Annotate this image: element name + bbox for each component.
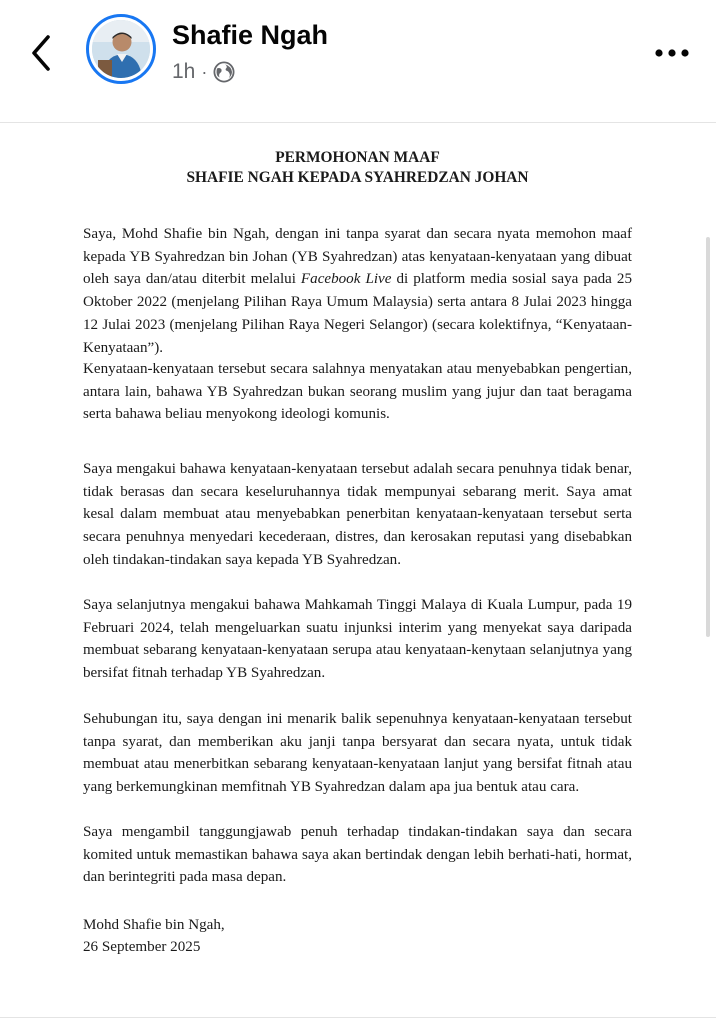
meta-separator: · <box>201 61 208 82</box>
chevron-left-icon <box>24 30 60 76</box>
paragraph-5: Sehubungan itu, saya dengan ini menarik balik sepenuhnya kenyataan-kenyataan tersebut tanpa syarat, dan memberikan aku janji tanpa bersyarat dan secara nyata, untuk tidak membuat atau menerbitkan sebarang kenyataan-kenyataan lanjut yang bersifat fitnah atau yang berkemungkinan memfitnah YB Syahredzan dalam apa jua bentuk atau cara. <box>83 711 632 796</box>
avatar[interactable] <box>86 14 156 84</box>
paragraph-6: Saya mengambil tanggungjawab penuh terhadap tindakan-tindakan saya dan secara komited untuk memastikan bahawa saya akan bertindak dengan lebih berhati-hati, hormat, dan berintegriti pada masa depan. <box>83 824 632 886</box>
letter-subtitle: SHAFIE NGAH KEPADA SYAHREDZAN JOHAN <box>186 169 529 186</box>
apology-letter-image[interactable] <box>0 122 716 1018</box>
profile-photo <box>92 20 150 78</box>
paragraph-4: Saya selanjutnya mengakui bahawa Mahkamah Tinggi Malaya di Kuala Lumpur, pada 19 Februari 2024, telah mengeluarkan suatu injunksi interim yang menyekat saya daripada membuat sebarang kenyataan-kenyataan serupa atau kenyataan-kenytaan selanjutnya yang bersifat fitnah terhadap YB Syahredzan. <box>83 597 632 682</box>
post-header <box>0 0 716 108</box>
paragraph-1: Saya, Mohd Shafie bin Ngah, dengan ini tanpa syarat dan secara nyata memohon maaf kepada YB Syahredzan bin Johan (YB Syahredzan) atas kenyataan-kenyataan yang dibuat oleh saya dan/atau diterbit melalui Facebook Live di platform media sosial saya pada 25 Oktober 2022 (menjelang Pilihan Raya Umum Malaysia) serta antara 8 Julai 2023 hingga 12 Julai 2023 (menjelang Pilihan Raya Negeri Selangor) (secara kolektifnya, “Kenyataan-Kenyataan”). <box>83 226 633 356</box>
post-time[interactable]: 1h <box>172 60 196 83</box>
more-options-button[interactable] <box>650 38 694 68</box>
post-meta <box>172 60 235 84</box>
signature-name: Mohd Shafie bin Ngah, <box>83 917 225 933</box>
letter-title: PERMOHONAN MAAF <box>275 149 440 166</box>
paragraph-2: Kenyataan-kenyataan tersebut secara salahnya menyatakan atau menyebabkan pengertian, antara lain, bahawa YB Syahredzan bukan seorang muslim yang jujur dan taat beragama serta bahawa beliau menyokong ideologi komunis. <box>83 361 632 423</box>
scrollbar[interactable] <box>706 237 710 637</box>
author-name[interactable]: Shafie Ngah <box>172 20 329 50</box>
facebook-live-text: Facebook Live <box>300 271 392 288</box>
globe-icon[interactable] <box>213 61 235 83</box>
signature-date: 26 September 2025 <box>83 939 201 955</box>
paragraph-3: Saya mengakui bahawa kenyataan-kenyataan tersebut adalah secara penuhnya tidak benar, tidak berasas dan secara keseluruhannya tidak mempunyai sebarang merit. Saya amat kesal dalam membuat atau menyebabkan penerbitan kenyataan-kenyataan tersebut serta secara penuhnya menyedari kecederaan, distres, dan kerosakan reputasi yang disebabkan oleh tindakan-tindakan saya kepada YB Syahredzan. <box>83 461 632 568</box>
back-button[interactable] <box>24 30 60 76</box>
more-horizontal-icon <box>650 38 694 68</box>
